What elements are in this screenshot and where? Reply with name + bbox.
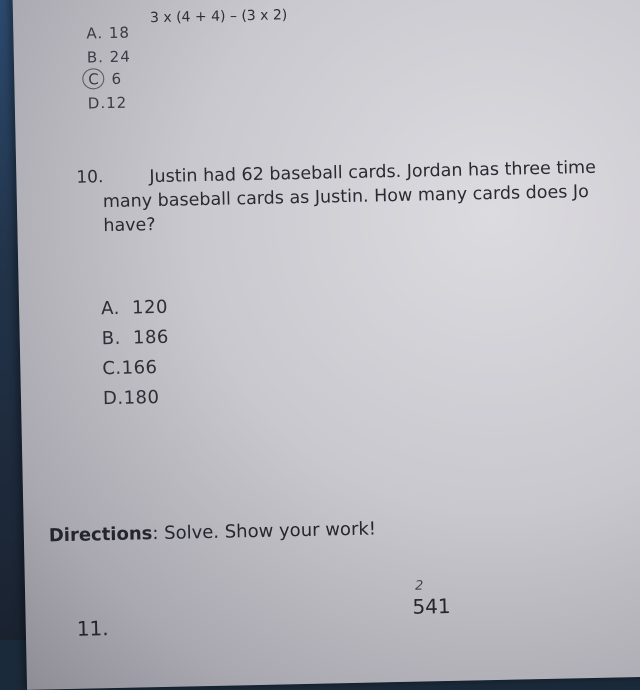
question-10-line-2: many baseball cards as Justin. How many cards does Jo xyxy=(102,181,590,213)
prev-option-a-letter: A. xyxy=(86,24,104,43)
q10-option-b xyxy=(102,327,170,349)
q10-option-b-value: 186 xyxy=(132,326,170,349)
q10-option-c-value: 166 xyxy=(121,357,158,379)
q10-option-d xyxy=(103,387,160,409)
prev-option-b-value: 24 xyxy=(109,47,131,66)
prev-option-d-letter: D. xyxy=(87,94,107,113)
question-10-line-3: have? xyxy=(103,215,156,237)
q10-option-a-letter: A. xyxy=(100,297,121,320)
q10-option-a xyxy=(101,297,168,319)
directions-label: Directions xyxy=(48,523,153,547)
prev-question-expression: 3 x (4 + 4) – (3 x 2) xyxy=(149,7,288,27)
prev-option-b xyxy=(87,48,131,67)
worksheet-paper xyxy=(12,0,640,690)
prev-option-c-letter: C xyxy=(88,70,100,89)
directions xyxy=(49,519,377,547)
prev-option-b-letter: B. xyxy=(86,48,105,67)
prev-option-d-value: 12 xyxy=(105,93,128,113)
handwritten-carry: 2 xyxy=(414,578,424,594)
q10-option-c-letter: C. xyxy=(102,357,122,380)
question-11-number: 11. xyxy=(76,616,109,641)
prev-option-c xyxy=(88,70,122,89)
prev-option-c-value: 6 xyxy=(111,69,123,88)
q10-option-a-value: 120 xyxy=(131,296,169,319)
prev-option-a xyxy=(86,24,130,43)
directions-text: : Solve. Show your work! xyxy=(152,518,377,545)
question-10-number: 10. xyxy=(76,167,104,188)
q10-option-b-letter: B. xyxy=(101,327,122,350)
question-10-line-1: Justin had 62 baseball cards. Jordan has three time xyxy=(149,157,597,188)
q10-option-c xyxy=(102,357,158,379)
prev-option-d xyxy=(88,94,128,113)
q10-option-d-value: 180 xyxy=(123,387,160,409)
prev-option-a-value: 18 xyxy=(108,23,131,42)
question-11-value: 541 xyxy=(412,593,451,619)
q10-option-d-letter: D. xyxy=(102,387,124,410)
